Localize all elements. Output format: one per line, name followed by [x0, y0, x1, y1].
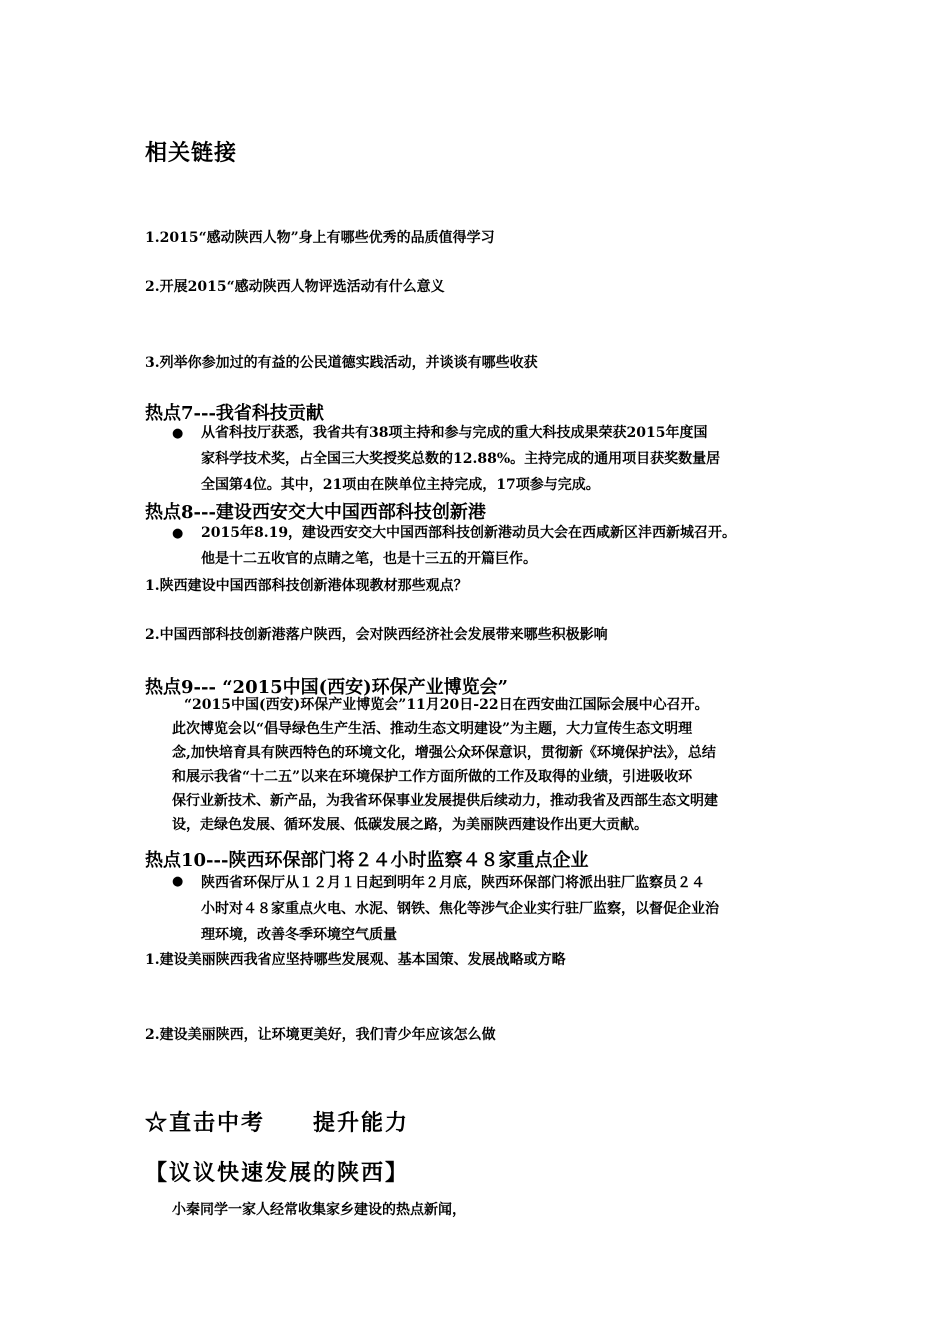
- hot7-line-2: 家科学技术奖，占全国三大奖授奖总数的12.88%。主持完成的通用项目获奖数量居: [201, 451, 721, 467]
- hot9-line-4: 和展示我省“十二五”以来在环境保护工作方面所做的工作及取得的业绩，引进吸收环: [172, 769, 693, 785]
- hot8-line-1: 2015年8.19，建设西安交大中国西部科技创新港动员大会在西咸新区沣西新城召开。: [201, 525, 737, 541]
- section-title-related-links: 相关链接: [145, 140, 238, 166]
- hot9-line-3: 念,加快培育具有陕西特色的环境文化，增强公众环保意识，贯彻新《环境保护法》，总结: [172, 745, 716, 761]
- hot9-line-2: 此次博览会以“倡导绿色生产生活、推动生态文明建设”为主题，大力宣传生态文明理: [172, 721, 693, 737]
- bullet-icon: ●: [172, 874, 184, 889]
- hot8-title: 热点8---建设西安交大中国西部科技创新港: [145, 502, 486, 523]
- question-2: 2.开展2015“感动陕西人物评选活动有什么意义: [145, 279, 445, 295]
- hot10-title: 热点10---陕西环保部门将２４小时监察４８家重点企业: [145, 850, 589, 871]
- exam-subtitle: 【议议快速发展的陕西】: [145, 1160, 410, 1186]
- exam-intro: 小秦同学一家人经常收集家乡建设的热点新闻，: [172, 1202, 466, 1218]
- question-1: 1.2015“感动陕西人物”身上有哪些优秀的品质值得学习: [145, 230, 495, 246]
- hot7-title: 热点7---我省科技贡献: [145, 403, 324, 424]
- hot10-question-1: 1.建设美丽陕西我省应坚持哪些发展观、基本国策、发展战略或方略: [145, 952, 566, 968]
- hot10-question-2: 2.建设美丽陕西，让环境更美好，我们青少年应该怎么做: [145, 1027, 496, 1043]
- hot8-question-2: 2.中国西部科技创新港落户陕西，会对陕西经济社会发展带来哪些积极影响: [145, 627, 608, 643]
- hot7-line-3: 全国第4位。其中，21项由在陕单位主持完成，17项参与完成。: [201, 477, 600, 493]
- hot9-line-5: 保行业新技术、新产品，为我省环保事业发展提供后续动力，推动我省及西部生态文明建: [172, 793, 718, 809]
- bullet-icon: ●: [172, 426, 184, 441]
- hot8-body: [201, 520, 736, 572]
- hot7-line-1: 从省科技厅获悉，我省共有38项主持和参与完成的重大科技成果荣获2015年度国: [201, 425, 708, 441]
- hot10-line-2: 小时对４８家重点火电、水泥、钢铁、焦化等涉气企业实行驻厂监察，以督促企业治: [201, 901, 719, 917]
- hot9-line-6: 设，走绿色发展、循环发展、低碳发展之路，为美丽陕西建设作出更大贡献。: [172, 817, 648, 833]
- question-3: 3.列举你参加过的有益的公民道德实践活动，并谈谈有哪些收获: [145, 355, 538, 371]
- hot10-line-3: 理环境，改善冬季环境空气质量: [201, 927, 397, 943]
- hot9-line-1: “2015中国(西安)环保产业博览会”11月20日-22日在西安曲江国际会展中心召开。: [184, 697, 709, 713]
- hot10-line-1: 陕西省环保厅从１２月１日起到明年２月底，陕西环保部门将派出驻厂监察员２４: [201, 875, 705, 891]
- exam-section-title: ☆直击中考 提升能力: [145, 1110, 410, 1136]
- hot10-body: [201, 870, 719, 948]
- bullet-icon: ●: [172, 526, 184, 541]
- hot9-body: [172, 693, 718, 837]
- hot8-question-1: 1.陕西建设中国西部科技创新港体现教材那些观点？: [145, 578, 468, 594]
- hot8-line-2: 他是十二五收官的点睛之笔，也是十三五的开篇巨作。: [201, 551, 537, 567]
- hot7-body: [201, 420, 720, 498]
- hot9-title: 热点9--- “2015中国(西安)环保产业博览会”: [145, 677, 509, 698]
